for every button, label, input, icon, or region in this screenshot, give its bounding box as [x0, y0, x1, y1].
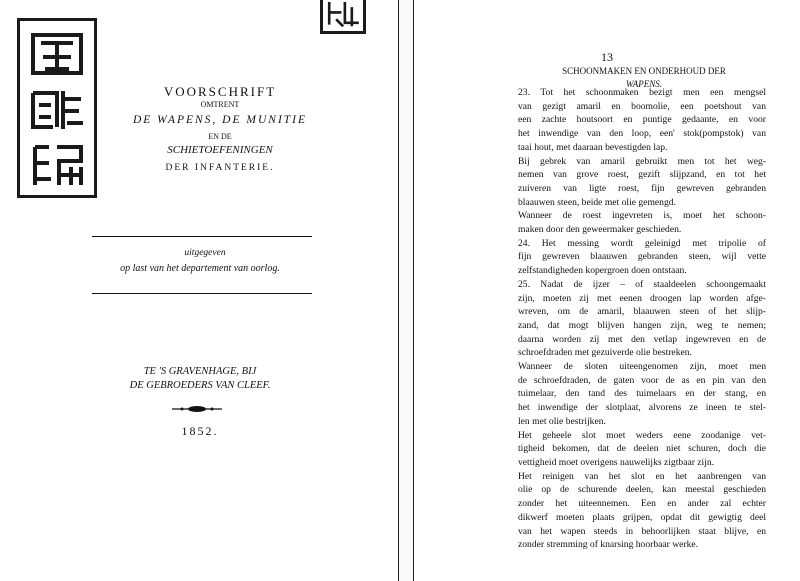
heading-line: SCHOONMAKEN EN ONDERHOUD DER: [562, 66, 726, 76]
text-line: Het reinigen van het slot en het aanbrengen van: [518, 470, 766, 482]
text-line: tigheid bekomen, dat de deelen niet schuren, doch die: [518, 443, 766, 455]
text-page: [414, 0, 800, 581]
title-page: [0, 0, 398, 581]
text-line: len met olie bestrijken.: [518, 415, 606, 427]
text-line: Wanneer de roest ingevreten is, moet het schoon-: [518, 210, 766, 222]
text-line: Wanneer de sloten uiteengenomen zijn, moet men: [518, 361, 766, 373]
stamp-glyph-2: [26, 85, 88, 135]
text-line: zuiveren van ligte roest, fijn gewreven gebranden: [518, 182, 766, 194]
text-line: nemen van grove roest, gezift slijpzand, en tot het: [518, 169, 766, 181]
text-line: van gezigt amaril en boomolie, een poetshout van: [518, 100, 766, 112]
paragraph: [506, 278, 766, 360]
body-text: [506, 86, 766, 552]
text-line: blaauwen steen, beide met olie gemengd.: [518, 196, 676, 208]
text-line: Het geheele slot moet weders eene zoodanige vet-: [518, 429, 766, 441]
text-line: taai hout, met daaraan bevestigden lap.: [518, 141, 668, 153]
page-number: 13: [601, 50, 613, 64]
paragraph: [506, 155, 766, 210]
publisher-department: op last van het departement van oorlog.: [120, 263, 280, 274]
text-line: zonder het uiteennemen. Een en ander zal echter: [518, 498, 766, 510]
text-line: schroefdraden met gezuiverde olie bestreken.: [518, 347, 692, 359]
text-line: tuimelaar, den tand des tuimelaars en der stang, en: [518, 388, 766, 400]
heading-line: WAPENS.: [625, 79, 663, 89]
text-line: maken door den geweermaker geschieden.: [518, 224, 682, 236]
text-line: de schroefdraden, de gaten voor de as en pin van den: [518, 374, 766, 386]
paragraph: [506, 237, 766, 278]
text-line: een zachte houtsoort en puntige gedaante, en voor: [518, 114, 766, 126]
subtitle-wapens: DE WAPENS, DE MUNITIE: [132, 114, 308, 126]
paragraph: [506, 470, 766, 552]
divider-rule: [92, 293, 312, 294]
ornament-icon: [170, 404, 224, 414]
text-line: dikwerf moeten plaats grijpen, opdat dit gewigtig deel: [518, 511, 766, 523]
subtitle-omtrent: OMTRENT: [200, 100, 240, 109]
book-title: VOORSCHRIFT: [163, 84, 277, 99]
text-line: 23. Tot het schoonmaken bezigt men een mengsel: [518, 87, 766, 98]
text-line: zand, dat mogt blijven hangen zijn, weg te nemen;: [518, 319, 766, 331]
subtitle-en-de: EN DE: [208, 132, 232, 141]
book-spine: [399, 0, 413, 581]
paragraph: [506, 360, 766, 429]
text-line: zonder stremming of knarsing hoorbaar werke.: [518, 539, 699, 551]
text-line: het inwendige van den loop, een' stok(pompstok) van: [518, 128, 766, 140]
text-line: 25. Nadat de ijzer – of staaldeelen schoongemaakt: [518, 278, 766, 290]
library-stamp: [17, 18, 97, 198]
paragraph: [506, 209, 766, 236]
text-line: het inwendige der slotplaat, alvorens ze ineen te stel-: [518, 402, 766, 414]
text-line: Bij gebrek van amaril gebruikt men tot het weg-: [518, 155, 766, 167]
text-line: wreven, om de amaril, blaauwen steen of het slijp-: [518, 306, 766, 318]
text-line: vettigheid moet overigens nauwelijks zigtbaar zijn.: [518, 456, 715, 468]
subtitle-infanterie: DER INFANTERIE.: [165, 163, 275, 173]
publisher-uitgegeven: uitgegeven: [184, 248, 226, 258]
text-line: van het wapen steeds in behoorlijken staat blijve, en: [518, 525, 766, 537]
stamp-glyph-1: [26, 29, 88, 79]
text-line: 24. Het messing wordt geleinigd met tripolie of: [518, 237, 766, 249]
stamp-glyph-3: [26, 141, 88, 191]
corner-stamp: [320, 0, 366, 34]
paragraph: [506, 429, 766, 470]
text-line: zijn, moeten zij met eenen droogen lap worden afge-: [518, 292, 766, 304]
text-line: daarna worden zij met den vetlap ingewreven en de: [518, 333, 766, 345]
text-line: olie op de schurende deelen, kan meestal geschieden: [518, 484, 766, 496]
subtitle-schietoefeningen: SCHIETOEFENINGEN: [167, 144, 273, 156]
divider-rule: [92, 236, 312, 237]
text-line: zelfstandigheden kopergroen doen ontstaan.: [518, 265, 687, 277]
paragraph: [506, 86, 766, 155]
text-line: fijn gewreven blaauwen gebranden steen, wijl vette: [518, 251, 766, 263]
imprint-publisher: DE GEBROEDERS VAN CLEEF.: [129, 380, 271, 391]
imprint-city: TE 'S GRAVENHAGE, BIJ: [143, 366, 257, 377]
publication-year: 1852.: [181, 424, 219, 438]
